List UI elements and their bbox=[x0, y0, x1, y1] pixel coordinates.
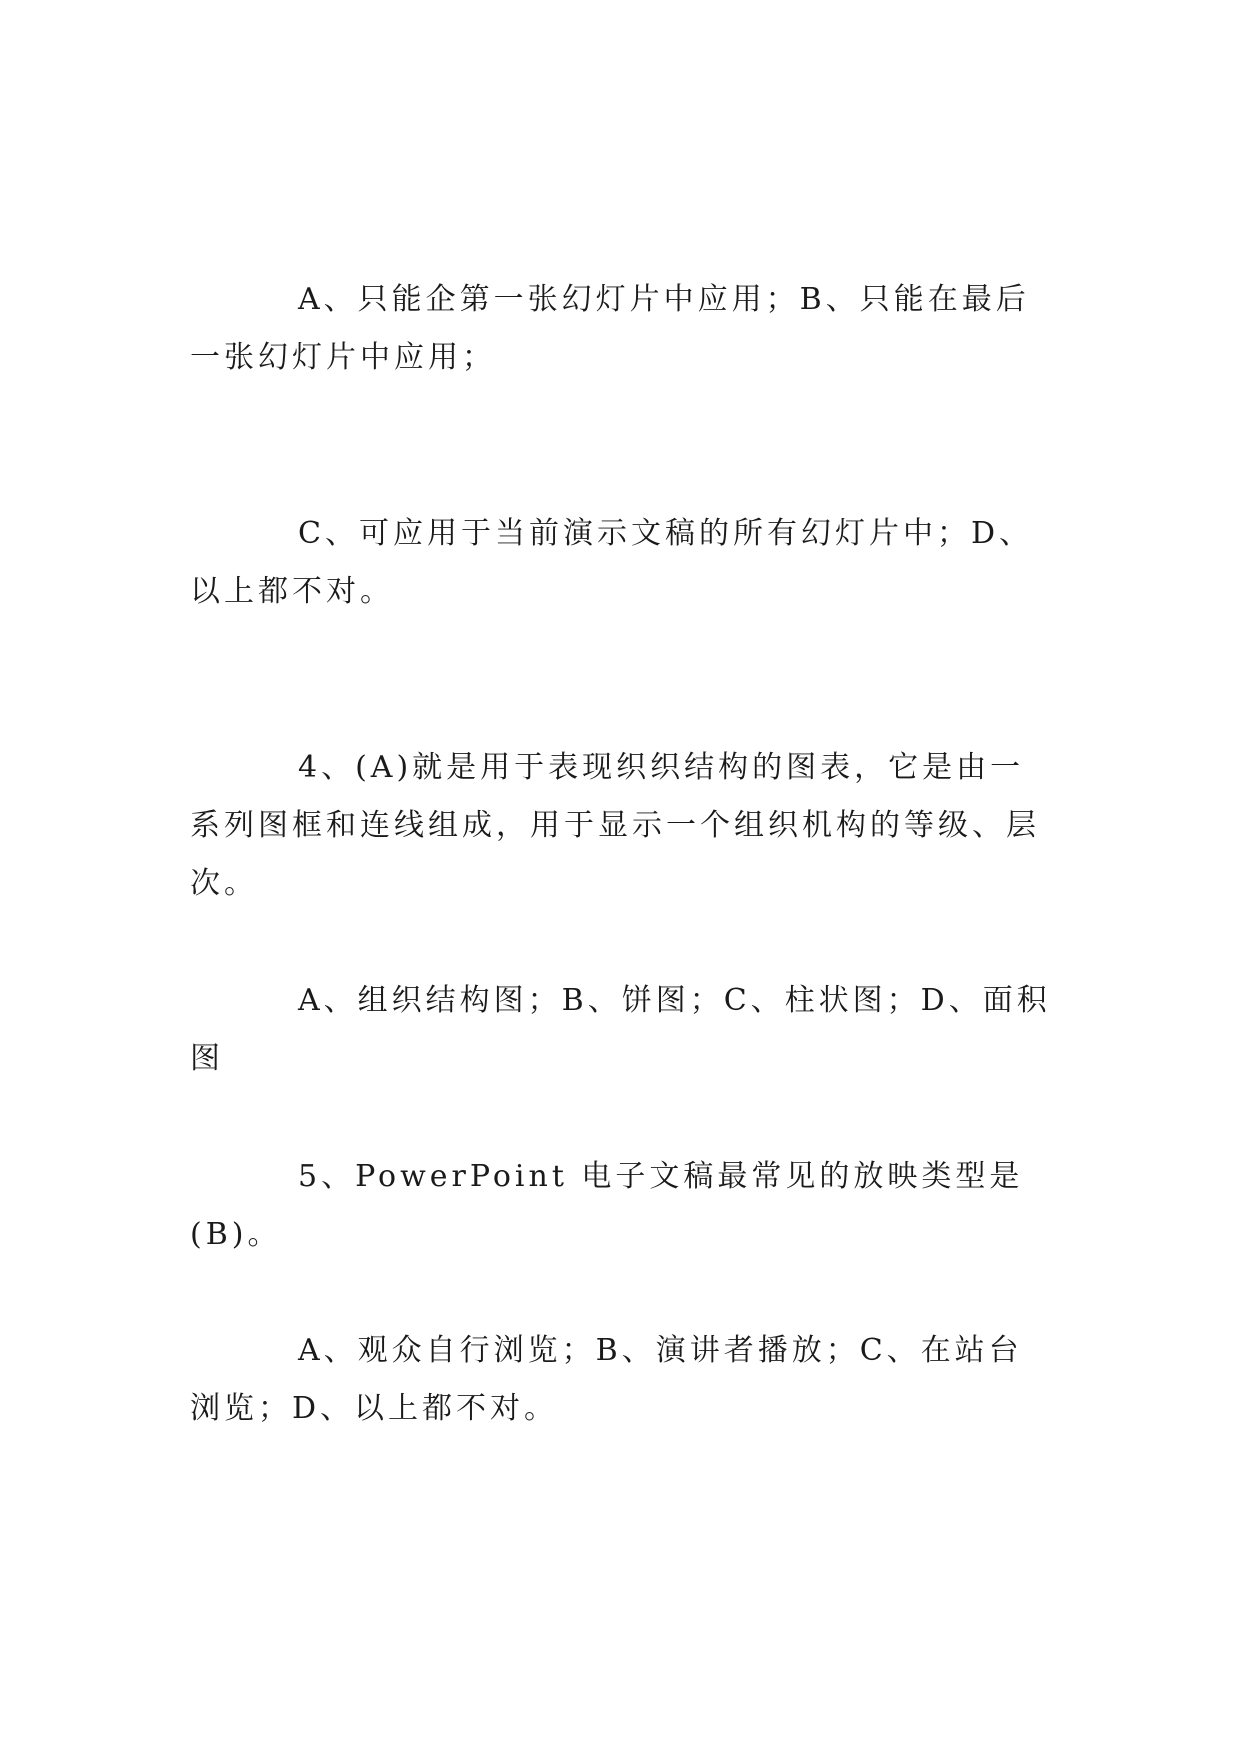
option-paragraph-q3-ab: A、只能企第一张幻灯片中应用；B、只能在最后一张幻灯片中应用； bbox=[190, 282, 1030, 375]
question-paragraph-4: 4、(A)就是用于表现织织结构的图表，它是由一系列图框和连线组成，用于显示一个组织机构的等级、层次。 bbox=[190, 750, 1040, 901]
option-paragraph-q3-cd: C、可应用于当前演示文稿的所有幻灯片中；D、以上都不对。 bbox=[190, 516, 1034, 609]
question-paragraph-5: 5、PowerPoint 电子文稿最常见的放映类型是(B)。 bbox=[190, 1159, 1024, 1252]
option-paragraph-q5: A、观众自行浏览；B、演讲者播放；C、在站台浏览；D、以上都不对。 bbox=[190, 1333, 1023, 1426]
option-paragraph-q4: A、组织结构图；B、饼图；C、柱状图；D、面积图 bbox=[190, 983, 1051, 1076]
